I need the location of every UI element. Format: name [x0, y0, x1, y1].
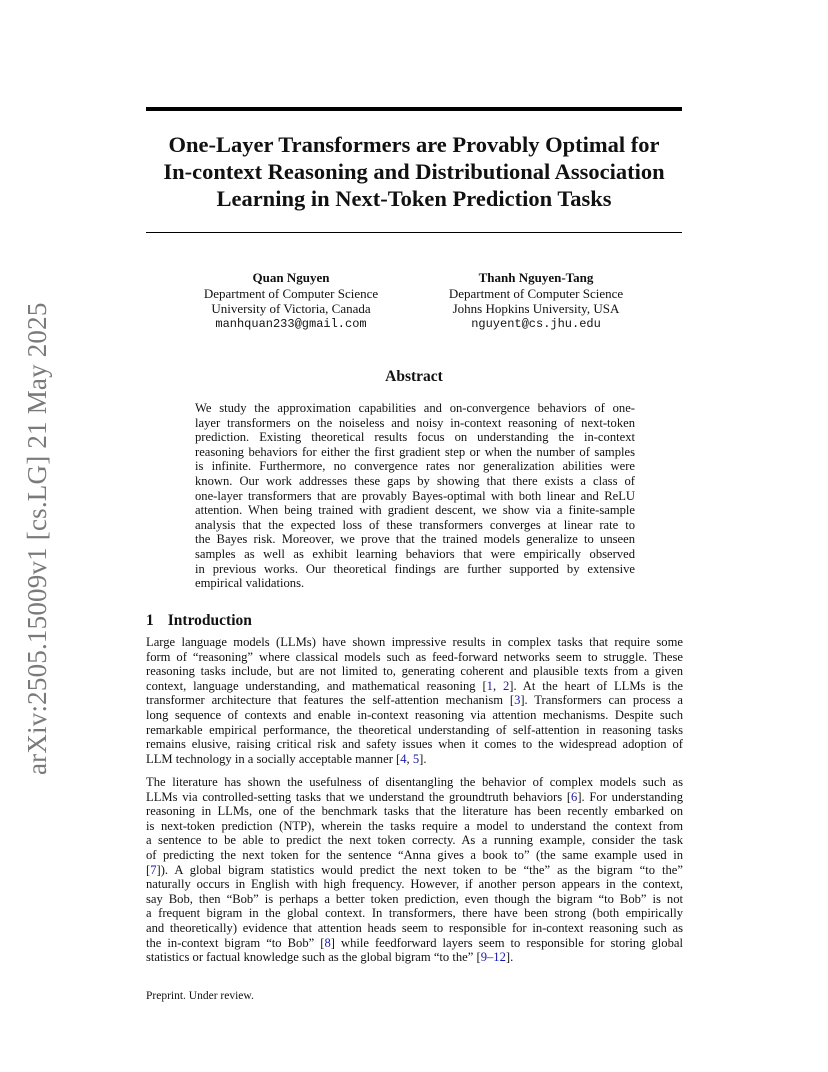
paragraph-line: form of “reasoning” where classical models such as feed-forward networks seem to struggle. These	[146, 649, 683, 664]
section-heading-introduction	[146, 612, 252, 630]
citation-link[interactable]: 4	[400, 751, 407, 766]
abstract-line: in previous works. Our theoretical findings are further supported by extensive	[195, 561, 635, 576]
author-department: Department of Computer Science	[448, 285, 624, 301]
citation-link[interactable]: 3	[514, 693, 521, 708]
abstract-line: samples as well as exhibit learning behaviors that were empirically observed	[195, 546, 635, 561]
paragraph-line: long sequence of contexts and enable in-context reasoning via attention mechanisms. Despite such	[146, 707, 683, 722]
abstract-line: reasoning behaviors for either the first gradient step or when the number of samples	[195, 444, 635, 459]
paragraph-line: context, language understanding, and mathematical reasoning [1, 2]. At the heart of LLMs is the	[146, 678, 683, 693]
title-bottom-rule	[146, 232, 682, 233]
title-line: One-Layer Transformers are Provably Optimal for	[168, 132, 660, 157]
paragraph-line: the in-context bigram “to Bob” [8] while feedforward layers seem to responsible for storing global	[146, 935, 683, 950]
paragraph-line: LLM technology in a socially acceptable manner [4, 5].	[146, 751, 427, 766]
author-email[interactable]: nguyent@cs.jhu.edu	[471, 316, 601, 331]
author-department: Department of Computer Science	[203, 285, 379, 301]
author-affiliation: Johns Hopkins University, USA	[452, 301, 620, 316]
citation-link[interactable]: 9–12	[480, 950, 506, 965]
introduction-paragraph-2	[146, 775, 683, 965]
citation-link[interactable]: 1	[486, 678, 493, 693]
paragraph-line: and theoretically) evidence that attention heads seem to responsible for in-context reasoning such as	[146, 920, 683, 935]
citation-link[interactable]: 2	[502, 678, 510, 693]
abstract-line: the Bayes risk. Moreover, we prove that the trained models generalize to unseen	[195, 532, 635, 547]
abstract-line: one-layer transformers that are provably Bayes-optimal with both linear and ReLU	[195, 488, 635, 503]
footer-note: Preprint. Under review.	[146, 990, 254, 1002]
abstract-line: empirical validations.	[195, 576, 305, 591]
paragraph-line: a frequent bigram in the global context. In transformers, there have been strong (both empirically	[146, 906, 683, 921]
abstract-line: We study the approximation capabilities and on-convergence behaviors of one-	[195, 401, 635, 415]
paragraph-line: LLMs via controlled-setting tasks that we understand the groundtruth behaviors [6]. For understanding	[146, 789, 683, 804]
abstract-line: attention. When being trained with gradient descent, we show via a finite-sample	[195, 503, 635, 518]
citation-link[interactable]: 8	[324, 935, 331, 950]
paragraph-line: statistics or factual knowledge such as the global bigram “to the” [9–12].	[146, 950, 514, 965]
paragraph-line: a sentence to be able to predict the next token correcty. As a running example, consider the task	[146, 833, 683, 848]
citation-separator: ,	[406, 751, 413, 766]
paragraph-line: remains elusive, raising critical risk and safety issues when it comes to the widespread adoption of	[146, 737, 683, 752]
paragraph-line: reasoning tasks include, but are not limited to, generating coherent and plausible texts from a given	[146, 664, 683, 679]
introduction-paragraph-1	[146, 635, 683, 766]
citation-link[interactable]: 7	[150, 862, 157, 877]
citation-link[interactable]: 6	[571, 789, 578, 804]
abstract-line: known. Our work addresses these gaps by showing that there exists a class of	[195, 473, 635, 488]
paragraph-line: say Bob, then “Bob” is perhaps a better token prediction, even though the bigram “to Bob” is not	[146, 891, 683, 906]
paper-title	[146, 131, 682, 212]
paragraph-line: The literature has shown the usefulness of disentangling the behavior of complex models such as	[146, 775, 683, 789]
paragraph-line: Large language models (LLMs) have shown impressive results in complex tasks that require some	[146, 635, 683, 649]
paragraph-line: naturally occurs in English with high frequency. However, if another person appears in the context,	[146, 877, 683, 892]
author-name: Thanh Nguyen-Tang	[478, 270, 594, 285]
abstract-line: layer transformers on the noiseless and noisy in-context reasoning of next-token	[195, 415, 635, 430]
paragraph-line: transformer architecture that features the self-attention mechanism [3]. Transformers can process a	[146, 693, 683, 708]
abstract-body	[195, 401, 635, 591]
paragraph-line: remarkable empirical performance, the theoretical understanding of self-attention in reasoning tasks	[146, 722, 683, 737]
abstract-line: analysis that the expected loss of these transformers converges at linear rate to	[195, 517, 635, 532]
title-line: Learning in Next-Token Prediction Tasks	[216, 186, 612, 211]
section-title: Introduction	[167, 612, 252, 629]
paragraph-line: is next-token prediction (NTP), wherein the tasks require a model to understand the context from	[146, 818, 683, 833]
arxiv-identifier: arXiv:2505.15009v1 [cs.LG] 21 May 2025	[22, 302, 52, 775]
abstract-line: is infinite. Furthermore, no convergence rates nor generalization abilities were	[195, 459, 635, 474]
abstract-heading: Abstract	[385, 368, 443, 385]
title-top-rule	[146, 107, 682, 111]
author-name: Quan Nguyen	[252, 270, 330, 285]
abstract-line: prediction. Existing theoretical results focus on understanding the in-context	[195, 430, 635, 445]
author-block-1	[180, 270, 402, 332]
citation-separator: ,	[492, 678, 503, 693]
paragraph-line: reasoning in LLMs, one of the benchmark tasks that the literature has been recently embarked on	[146, 804, 683, 819]
citation-link[interactable]: 5	[412, 751, 420, 766]
paragraph-line: [7]). A global bigram statistics would predict the next token to be “the” as the bigram “to the”	[146, 862, 683, 877]
section-number: 1	[146, 612, 154, 629]
paragraph-line: of predicting the next token for the sentence “Anna gives a book to” (the same example used in	[146, 847, 683, 862]
title-line: In-context Reasoning and Distributional Association	[163, 159, 665, 184]
author-block-2	[425, 270, 647, 332]
author-email[interactable]: manhquan233@gmail.com	[215, 316, 367, 331]
author-affiliation: University of Victoria, Canada	[211, 301, 371, 316]
